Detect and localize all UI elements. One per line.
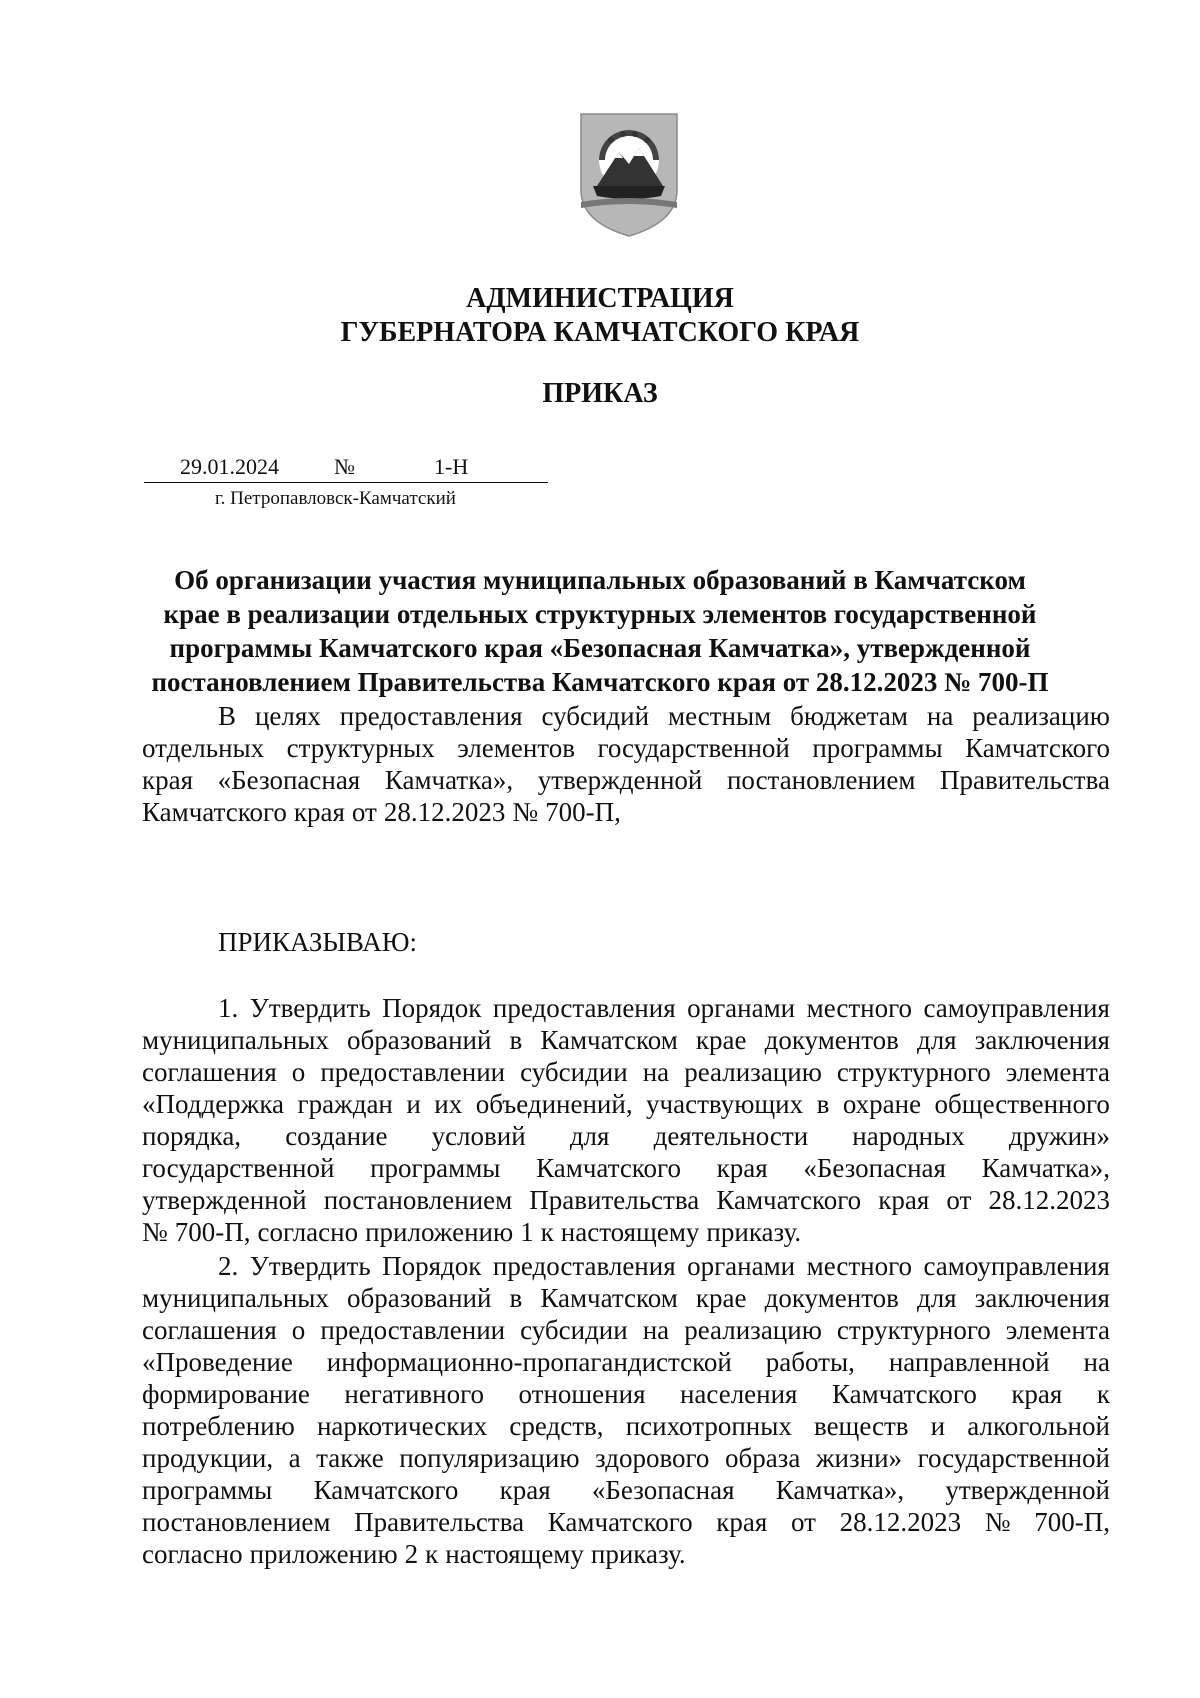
word: к xyxy=(425,1539,439,1569)
item2-line xyxy=(142,1378,1110,1410)
item2-line xyxy=(142,1442,1110,1474)
word: 28.12.2023 xyxy=(383,797,506,827)
coat-of-arms-icon xyxy=(577,110,681,238)
item1-line xyxy=(142,1120,1110,1152)
word: в xyxy=(509,1283,523,1313)
item2-line xyxy=(142,1506,1110,1538)
word: и xyxy=(406,1089,421,1119)
word: № xyxy=(142,1217,168,1247)
word: в xyxy=(509,1025,523,1055)
word: соглашения xyxy=(142,1057,277,1087)
word: соглашения xyxy=(142,1315,277,1345)
word: настоящему xyxy=(445,1539,584,1569)
word: местным xyxy=(668,701,772,731)
word: Камчатского xyxy=(547,1507,693,1537)
word: утвержденной xyxy=(142,1185,307,1215)
word: государственной xyxy=(142,1153,335,1183)
word: 700-П, xyxy=(545,797,621,827)
word: популяризацию xyxy=(399,1443,580,1473)
item1-line xyxy=(218,992,1110,1024)
word: психотропных xyxy=(625,1411,792,1441)
word: предоставления xyxy=(492,993,676,1023)
word: предоставлении xyxy=(320,1057,506,1087)
organization-line-2: ГУБЕРНАТОРА КАМЧАТСКОГО КРАЯ xyxy=(340,317,860,348)
word: в xyxy=(816,1089,830,1119)
word: № xyxy=(984,1507,1011,1537)
word: приказу. xyxy=(590,1539,686,1569)
word: края xyxy=(1011,1379,1063,1409)
preamble-line xyxy=(218,700,1110,732)
city: г. Петропавловск-Камчатский xyxy=(215,488,456,509)
word: образований xyxy=(347,1283,492,1313)
word: самоуправления xyxy=(923,993,1110,1023)
word: элемента xyxy=(1005,1315,1110,1345)
item1-line xyxy=(142,1216,1110,1248)
word: местного xyxy=(806,993,912,1023)
word: «Безопасная xyxy=(217,765,361,795)
item1-line xyxy=(142,1056,1110,1088)
word: дружин» xyxy=(1008,1121,1110,1151)
word: приложению xyxy=(365,1217,514,1247)
word: отношения xyxy=(518,1379,646,1409)
word: продукции, xyxy=(142,1443,274,1473)
preamble-line xyxy=(142,764,1110,796)
word: к xyxy=(1096,1379,1110,1409)
item2-line xyxy=(142,1410,1110,1442)
word: их xyxy=(434,1089,463,1119)
organization-line-1: АДМИНИСТРАЦИЯ xyxy=(466,283,734,314)
word: образований xyxy=(347,1025,492,1055)
word: на xyxy=(642,1315,670,1345)
word: создание xyxy=(285,1121,388,1151)
word: информационно-пропагандистской xyxy=(326,1347,732,1377)
word: 1 xyxy=(520,1217,534,1247)
word: края xyxy=(499,1475,551,1505)
word: Камчатского xyxy=(313,1475,459,1505)
subject-line: программы Камчатского края «Безопасная Камчатка», утвержденной xyxy=(169,633,1031,663)
word: заключения xyxy=(974,1283,1110,1313)
word: структурного xyxy=(836,1315,991,1345)
word: края xyxy=(716,1153,768,1183)
word: муниципальных xyxy=(142,1283,329,1313)
word: здорового xyxy=(595,1443,710,1473)
word: для xyxy=(916,1025,957,1055)
word: крае xyxy=(695,1283,747,1313)
word: субсидий xyxy=(541,701,650,731)
word: к xyxy=(540,1217,554,1247)
word: постановлением xyxy=(726,765,916,795)
word: также xyxy=(316,1443,384,1473)
word: 1. xyxy=(218,993,239,1023)
word: целях xyxy=(254,701,321,731)
word: Утвердить xyxy=(249,993,371,1023)
item2-line xyxy=(142,1282,1110,1314)
word: утвержденной xyxy=(945,1475,1110,1505)
word: на xyxy=(642,1057,670,1087)
order-word: ПРИКАЗЫВАЮ: xyxy=(218,927,417,957)
word: приложению xyxy=(249,1539,398,1569)
word: Камчатка», xyxy=(775,1475,905,1505)
word: заключения xyxy=(974,1025,1110,1055)
item2-line xyxy=(142,1538,1110,1570)
registration-line xyxy=(144,452,548,483)
word: потреблению xyxy=(142,1411,295,1441)
word: местного xyxy=(806,1251,912,1281)
word: жизни» xyxy=(815,1443,903,1473)
subject-line: постановлением Правительства Камчатского края от 28.12.2023 № 700-П xyxy=(151,667,1049,697)
word: утвержденной xyxy=(537,765,703,795)
word: отдельных xyxy=(142,733,265,763)
word: программы xyxy=(812,733,943,763)
word: приказу. xyxy=(706,1217,802,1247)
word: органами xyxy=(687,1251,796,1281)
item2-line xyxy=(142,1346,1110,1378)
word: 2 xyxy=(404,1539,419,1569)
preamble-line xyxy=(142,796,1110,828)
word: порядка, xyxy=(142,1121,242,1151)
item1-line xyxy=(142,1088,1110,1120)
word: Камчатского xyxy=(965,733,1110,763)
word: «Безопасная xyxy=(803,1153,946,1183)
word: настоящему xyxy=(560,1217,700,1247)
word: 28.12.2023 xyxy=(839,1507,962,1537)
word: самоуправления xyxy=(923,1251,1110,1281)
item2-line xyxy=(142,1314,1110,1346)
word: средств, xyxy=(509,1411,604,1441)
word: документов xyxy=(764,1025,899,1055)
word: элементов xyxy=(457,733,575,763)
word: алкогольной xyxy=(967,1411,1110,1441)
word: реализацию xyxy=(972,701,1110,731)
word: Правительства xyxy=(940,765,1110,795)
word: объединений, xyxy=(475,1089,633,1119)
word: условий xyxy=(431,1121,526,1151)
word: 28.12.2023 xyxy=(988,1185,1110,1215)
word: деятельности xyxy=(653,1121,809,1151)
word: о xyxy=(291,1057,306,1087)
word: от xyxy=(946,1185,972,1215)
word: структурных xyxy=(286,733,435,763)
word: от xyxy=(351,797,377,827)
word: 700-П, xyxy=(174,1217,251,1247)
word: Правительства xyxy=(529,1185,700,1215)
word: работы, xyxy=(765,1347,855,1377)
word: крае xyxy=(695,1025,747,1055)
word: государственной xyxy=(597,733,790,763)
word: края xyxy=(878,1185,930,1215)
word: Камчатском xyxy=(540,1283,678,1313)
word: для xyxy=(569,1121,610,1151)
word: граждан xyxy=(297,1089,393,1119)
word: программы xyxy=(142,1475,273,1505)
word: органами xyxy=(687,993,796,1023)
word: участвующих xyxy=(646,1089,804,1119)
subject-line: крае в реализации отдельных структурных элементов государственной xyxy=(163,599,1037,629)
preamble-line xyxy=(142,732,1110,764)
order-number: 1-Н xyxy=(434,454,469,479)
word: Порядок xyxy=(382,1251,482,1281)
word: Камчатского xyxy=(831,1379,977,1409)
word: субсидии xyxy=(520,1315,628,1345)
word: образа xyxy=(724,1443,801,1473)
word: «Поддержка xyxy=(142,1089,285,1119)
subject-line: Об организации участия муниципальных образований в Камчатском xyxy=(174,565,1026,595)
word: Камчатского xyxy=(142,797,287,827)
word: структурного xyxy=(836,1057,991,1087)
word: общественного xyxy=(934,1089,1110,1119)
word: населения xyxy=(679,1379,798,1409)
word: № xyxy=(512,797,539,827)
word: края xyxy=(293,797,345,827)
word: направленной xyxy=(888,1347,1050,1377)
word: на xyxy=(926,701,954,731)
word: постановлением xyxy=(142,1507,331,1537)
word: охране xyxy=(842,1089,922,1119)
word: от xyxy=(791,1507,816,1537)
word: государственной xyxy=(917,1443,1110,1473)
word: согласно xyxy=(142,1539,243,1569)
word: Порядок xyxy=(382,993,482,1023)
word: 700-П, xyxy=(1034,1507,1110,1537)
word: реализацию xyxy=(684,1057,822,1087)
word: края xyxy=(142,765,194,795)
word: предоставления xyxy=(339,701,523,731)
document-type: ПРИКАЗ xyxy=(542,378,658,409)
number-sign: № xyxy=(334,454,355,479)
word: Камчатка», xyxy=(384,765,514,795)
word: бюджетам xyxy=(790,701,908,731)
order-subject xyxy=(100,563,1100,699)
word: и xyxy=(930,1411,946,1441)
word: «Безопасная xyxy=(591,1475,735,1505)
item2-line xyxy=(218,1250,1110,1282)
word: наркотических xyxy=(316,1411,488,1441)
word: веществ xyxy=(813,1411,909,1441)
item1-line xyxy=(142,1152,1110,1184)
word: «Проведение xyxy=(142,1347,293,1377)
word: Камчатского xyxy=(536,1153,681,1183)
word: Камчатском xyxy=(540,1025,678,1055)
word: негативного xyxy=(344,1379,485,1409)
word: предоставления xyxy=(492,1251,676,1281)
item2-line xyxy=(142,1474,1110,1506)
word: согласно xyxy=(257,1217,359,1247)
word: края xyxy=(716,1507,768,1537)
item1-line xyxy=(142,1184,1110,1216)
word: для xyxy=(916,1283,957,1313)
word: программы xyxy=(370,1153,501,1183)
word: Утвердить xyxy=(249,1251,371,1281)
word: Камчатка», xyxy=(981,1153,1110,1183)
word: Камчатского xyxy=(716,1185,862,1215)
word: В xyxy=(218,701,237,731)
word: постановлением xyxy=(323,1185,513,1215)
word: документов xyxy=(764,1283,899,1313)
word: о xyxy=(291,1315,306,1345)
word: элемента xyxy=(1005,1057,1110,1087)
word: предоставлении xyxy=(320,1315,506,1345)
order-date: 29.01.2024 xyxy=(180,454,279,479)
item1-line xyxy=(142,1024,1110,1056)
word: Правительства xyxy=(354,1507,525,1537)
word: 2. xyxy=(218,1251,239,1281)
word: субсидии xyxy=(520,1057,628,1087)
word: реализацию xyxy=(684,1315,822,1345)
word: народных xyxy=(852,1121,965,1151)
word: а xyxy=(288,1443,301,1473)
word: на xyxy=(1083,1347,1110,1377)
word: формирование xyxy=(142,1379,310,1409)
word: муниципальных xyxy=(142,1025,329,1055)
